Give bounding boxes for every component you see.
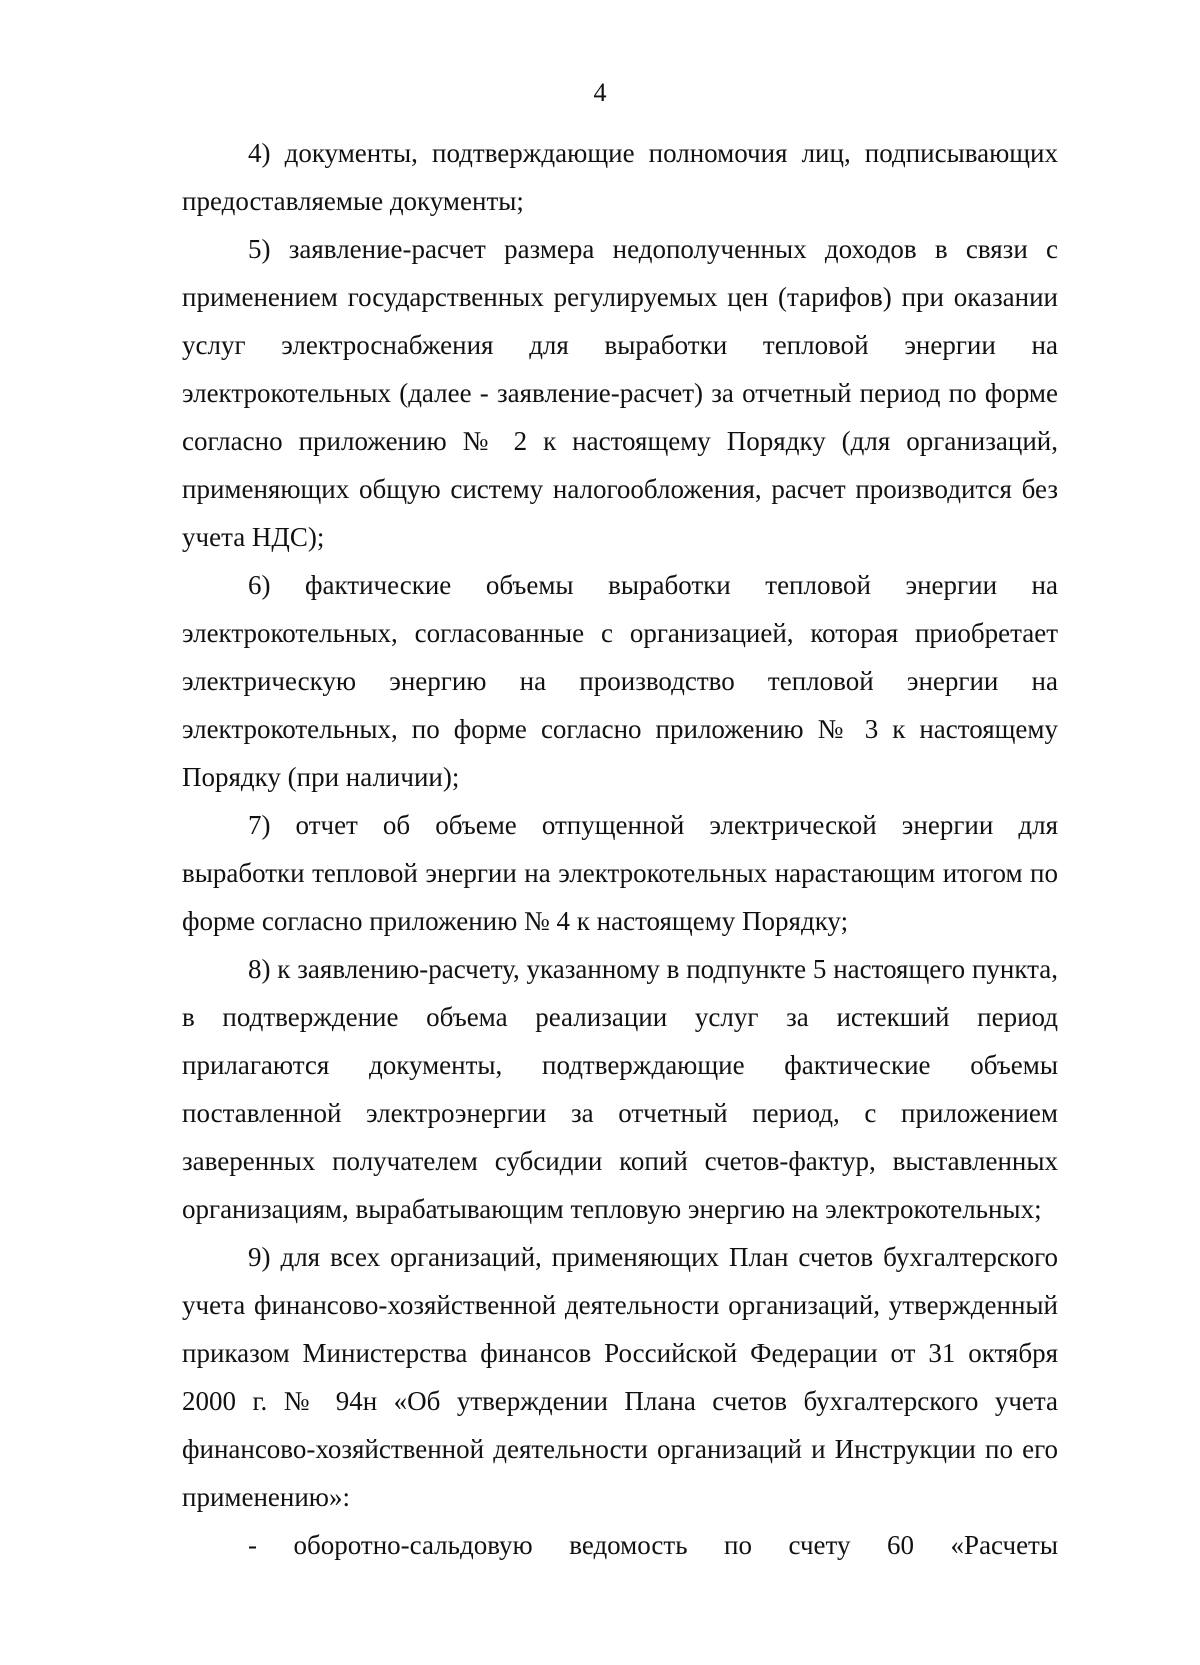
- item-6-paragraph: 6) фактические объемы выработки тепловой энергии на электрокотельных, согласованные с организацией, которая приобретает электрическую энергию на производство тепловой энергии на электрокотельных, по форме согласно приложению № 3 к настоящему Порядку (при наличии);: [182, 570, 1058, 792]
- dash-list-item: - оборотно-сальдовую ведомость по счету 60 «Расчеты: [248, 1530, 1058, 1560]
- page-number: 4: [593, 78, 607, 107]
- item-8-paragraph: 8) к заявлению-расчету, указанному в подпункте 5 настоящего пункта, в подтверждение объема реализации услуг за истекший период прилагаются документы, подтверждающие фактические объемы поставленной электроэнергии за отчетный период, с приложением заверенных получателем субсидии копий счетов-фактур, выставленных организациям, вырабатывающим тепловую энергию на электрокотельных;: [182, 954, 1058, 1224]
- item-5-paragraph: 5) заявление-расчет размера недополученных доходов в связи с применением государственных регулируемых цен (тарифов) при оказании услуг электроснабжения для выработки тепловой энергии на электрокотельных (далее - заявление-расчет) за отчетный период по форме согласно приложению № 2 к настоящему Порядку (для организаций, применяющих общую систему налогообложения, расчет производится без учета НДС);: [182, 234, 1058, 552]
- item-4-paragraph: 4) документы, подтверждающие полномочия лиц, подписывающих предоставляемые документы;: [182, 138, 1058, 216]
- item-7-paragraph: 7) отчет об объеме отпущенной электрической энергии для выработки тепловой энергии на электрокотельных нарастающим итогом по форме согласно приложению № 4 к настоящему Порядку;: [182, 810, 1058, 936]
- item-9-paragraph: 9) для всех организаций, применяющих План счетов бухгалтерского учета финансово-хозяйственной деятельности организаций, утвержденный приказом Министерства финансов Российской Федерации от 31 октября 2000 г. № 94н «Об утверждении Плана счетов бухгалтерского учета финансово-хозяйственной деятельности организаций и Инструкции по его применению»:: [182, 1242, 1058, 1512]
- document-body: [182, 129, 1058, 1569]
